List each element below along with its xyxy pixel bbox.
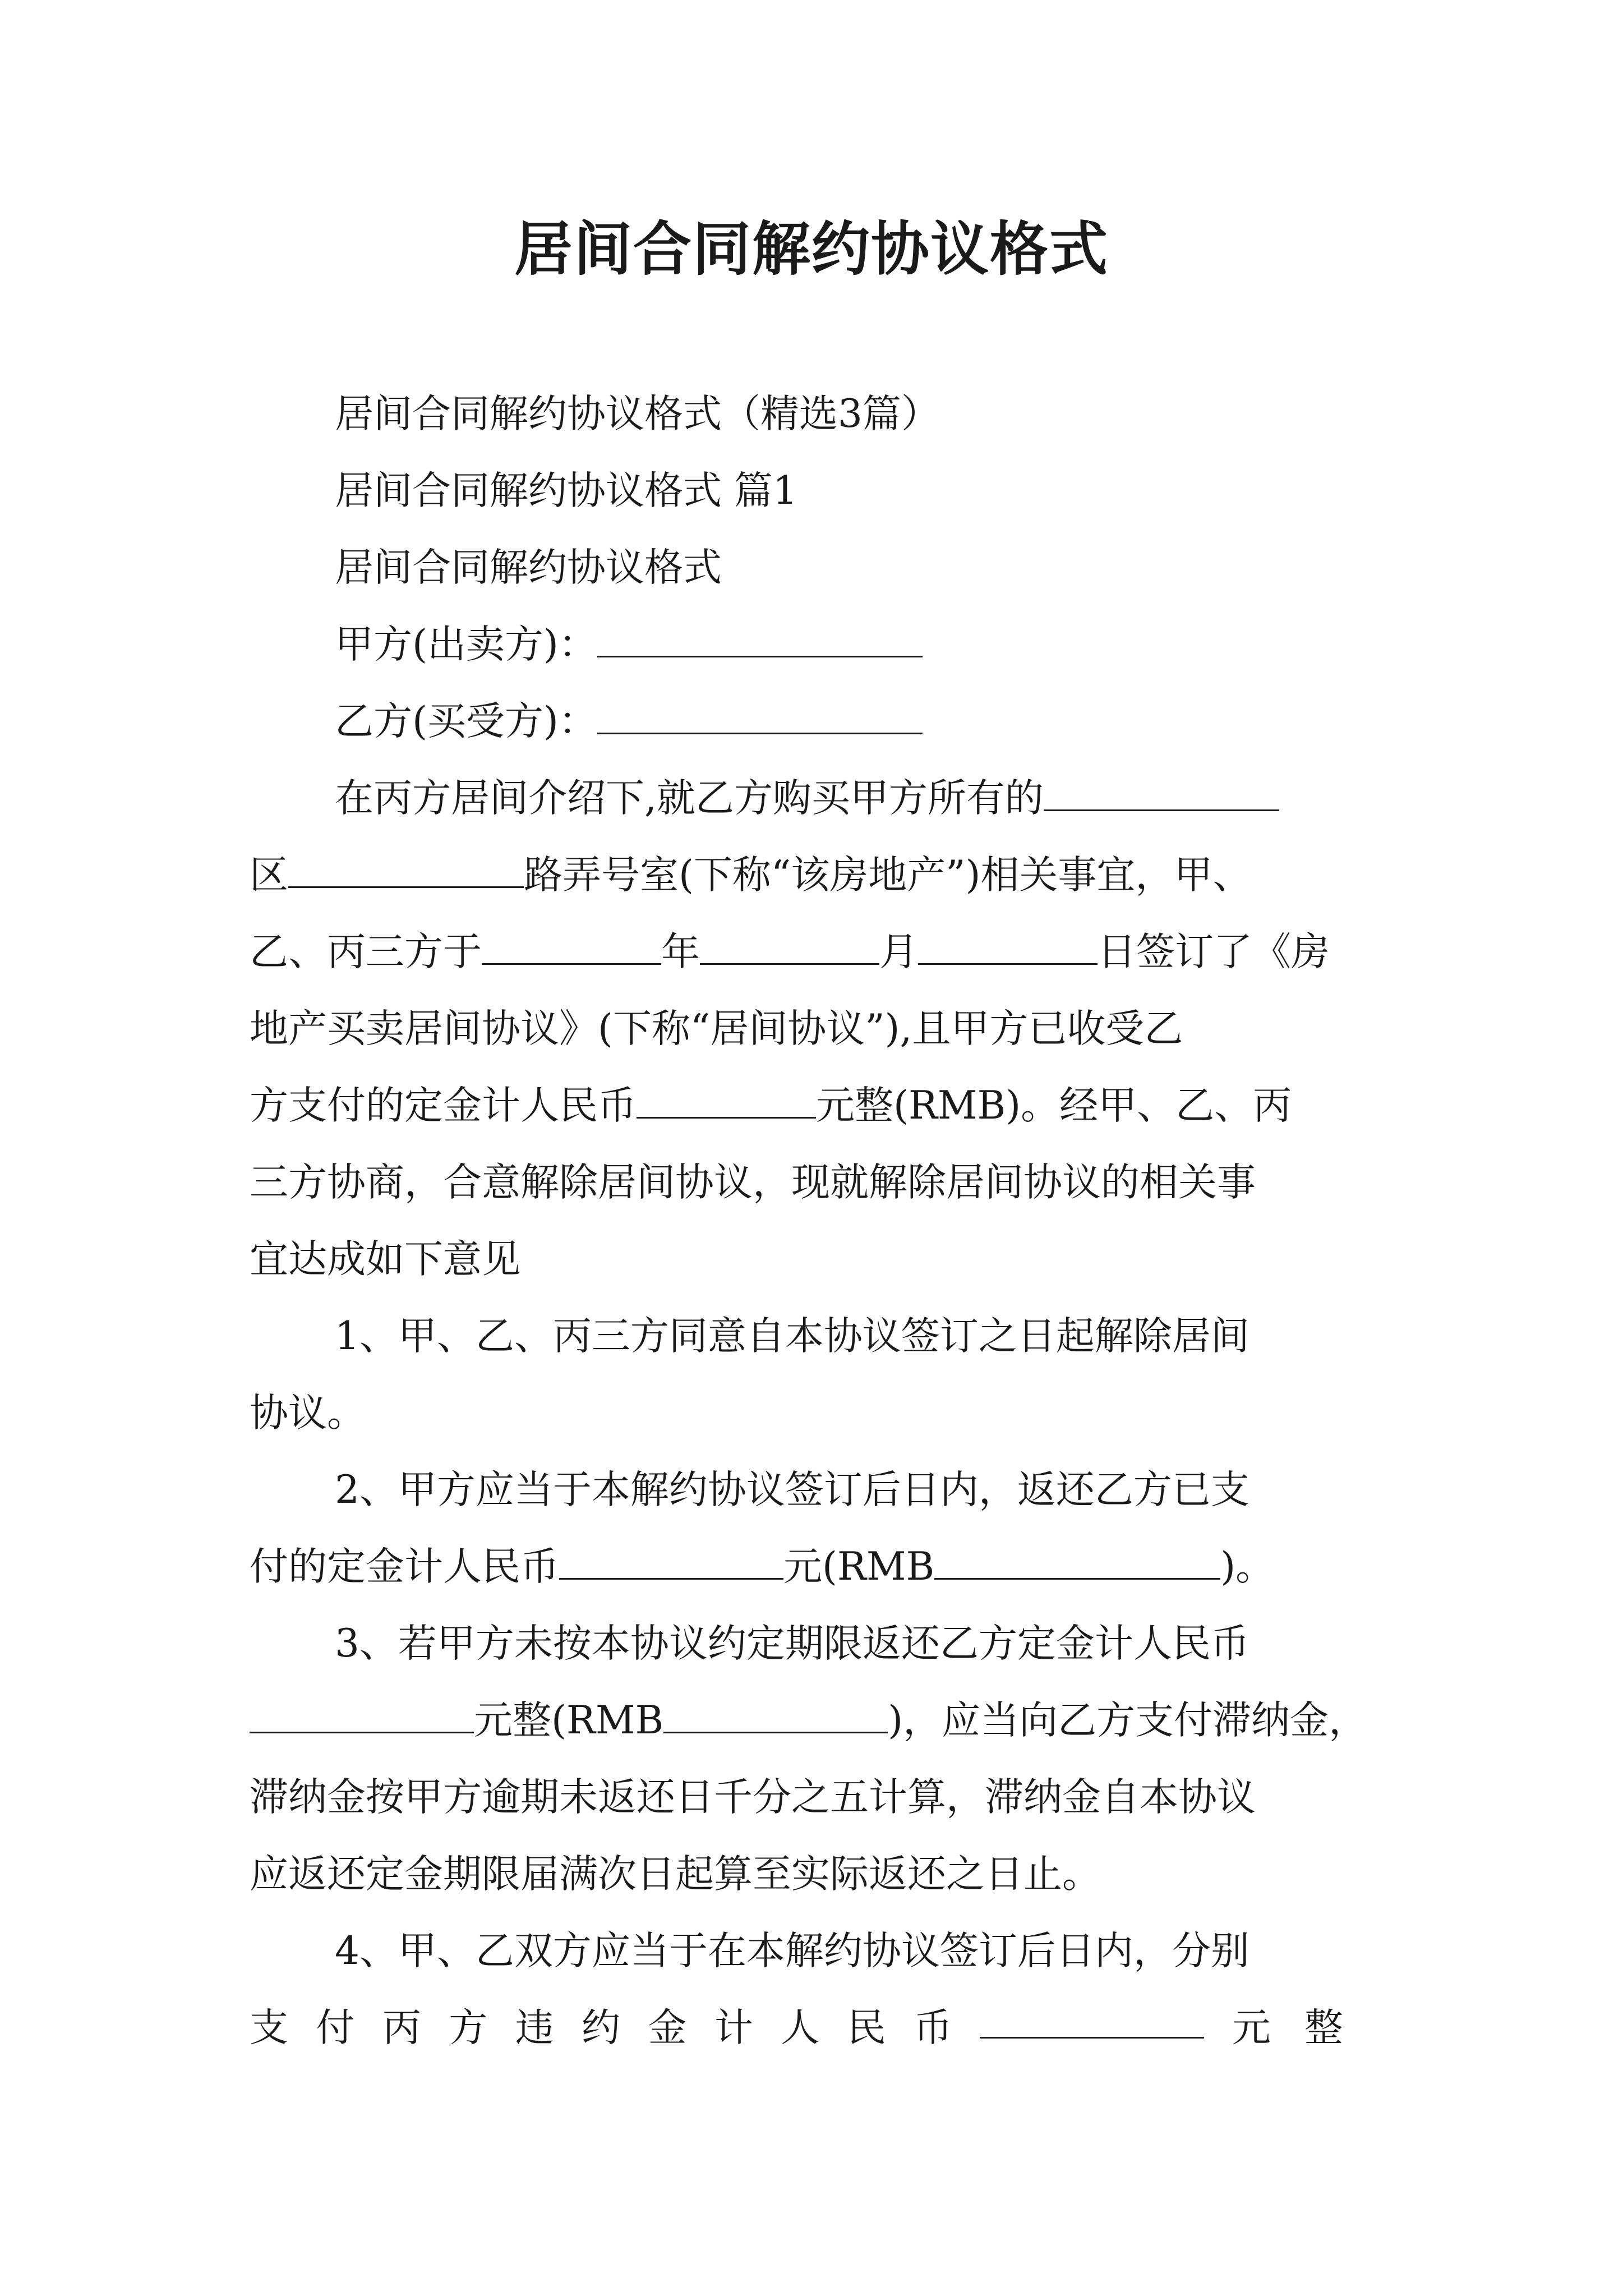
clause4-char: 民 <box>847 2005 886 2050</box>
clause4-char: 付 <box>316 2005 355 2050</box>
clause4-line-2 <box>250 1990 1377 2067</box>
clause4-char: 方 <box>449 2005 488 2050</box>
clause4-char: 人 <box>781 2005 820 2050</box>
doc-heading: 居间合同解约协议格式 <box>335 545 722 590</box>
deposit-amount-blank <box>637 1070 816 1119</box>
clause2-line-2 <box>250 1529 1377 1605</box>
subtitle: 居间合同解约协议格式（精选3篇） <box>335 392 940 436</box>
refund-rmb-blank <box>934 1531 1220 1580</box>
clause4-text-end: 元整 <box>1232 2005 1377 2050</box>
intro-text-3b: 年 <box>661 930 700 974</box>
intro-line-2 <box>250 837 1377 914</box>
district-blank <box>288 839 524 888</box>
clause4-char: 约 <box>582 2005 621 2050</box>
clause3-text-2b: )，应当向乙方支付滞纳金， <box>888 1698 1368 1743</box>
intro-text-2b: 路弄号室(下称“该房地产”)相关事宜，甲、 <box>524 853 1252 898</box>
clause2-text-2c: )。 <box>1220 1544 1275 1589</box>
clause4-char: 币 <box>914 2005 953 2050</box>
intro-line-4: 地产买卖居间协议》(下称“居间协议”),且甲方已收受乙 <box>250 1006 1183 1051</box>
intro-text-3a: 乙、丙三方于 <box>250 930 482 974</box>
clause3-line-1: 3、若甲方未按本协议约定期限返还乙方定金计人民币 <box>335 1621 1249 1666</box>
party-b-line <box>250 683 1377 760</box>
property-owner-blank <box>1044 762 1279 811</box>
clause3-line-4: 应返还定金期限届满次日起算至实际返还之日止。 <box>250 1852 1101 1897</box>
clause4-char: 计 <box>714 2005 753 2050</box>
clause4-char: 丙 <box>382 2005 421 2050</box>
clause2-line-1: 2、甲方应当于本解约协议签订后日内，返还乙方已支 <box>335 1467 1249 1512</box>
day-blank <box>918 916 1098 965</box>
party-b-blank <box>597 685 923 734</box>
clause2-text-2a: 付的定金计人民币 <box>250 1544 559 1589</box>
clause3-line-2 <box>250 1682 1377 1759</box>
party-a-line <box>250 606 1377 683</box>
clause2-text-2b: 元(RMB <box>783 1544 935 1589</box>
document-body <box>250 376 1377 2067</box>
intro-line-3 <box>250 914 1377 991</box>
intro-text-5a: 方支付的定金计人民币 <box>250 1083 637 1128</box>
party-b-label: 乙方(买受方)： <box>335 699 597 744</box>
intro-text-3c: 月 <box>879 930 918 974</box>
refund-amount-blank <box>559 1531 783 1580</box>
document-title: 居间合同解约协议格式 <box>514 215 1109 283</box>
intro-text-3d: 日签订了《房 <box>1098 930 1330 974</box>
clause4-char: 支 <box>250 2005 288 2050</box>
clause4-char: 违 <box>515 2005 554 2050</box>
intro-line-7: 宜达成如下意见 <box>250 1237 520 1282</box>
intro-text-2a: 区 <box>250 853 288 898</box>
party-a-label: 甲方(出卖方)： <box>335 622 597 667</box>
party-a-blank <box>597 609 923 657</box>
year-blank <box>482 916 661 965</box>
section-heading: 居间合同解约协议格式 篇1 <box>335 468 797 513</box>
clause1-line-2: 协议。 <box>250 1391 366 1435</box>
intro-line-6: 三方协商，合意解除居间协议，现就解除居间协议的相关事 <box>250 1160 1256 1205</box>
penalty-rmb-blank <box>663 1685 888 1733</box>
penalty-base-blank <box>250 1685 474 1733</box>
intro-line-5 <box>250 1068 1377 1144</box>
clause3-line-3: 滞纳金按甲方逾期未返还日千分之五计算，滞纳金自本协议 <box>250 1775 1256 1820</box>
clause4-char: 金 <box>648 2005 687 2050</box>
liquidated-damages-blank <box>980 1990 1204 2039</box>
intro-line-1 <box>250 760 1377 837</box>
clause3-text-2a: 元整(RMB <box>474 1698 664 1743</box>
month-blank <box>700 916 879 965</box>
clause4-line-1: 4、甲、乙双方应当于在本解约协议签订后日内，分别 <box>335 1929 1249 1973</box>
intro-text-5b: 元整(RMB)。经甲、乙、丙 <box>816 1083 1292 1128</box>
intro-text-1: 在丙方居间介绍下,就乙方购买甲方所有的 <box>335 776 1044 821</box>
clause1-line-1: 1、甲、乙、丙三方同意自本协议签订之日起解除居间 <box>335 1314 1249 1359</box>
